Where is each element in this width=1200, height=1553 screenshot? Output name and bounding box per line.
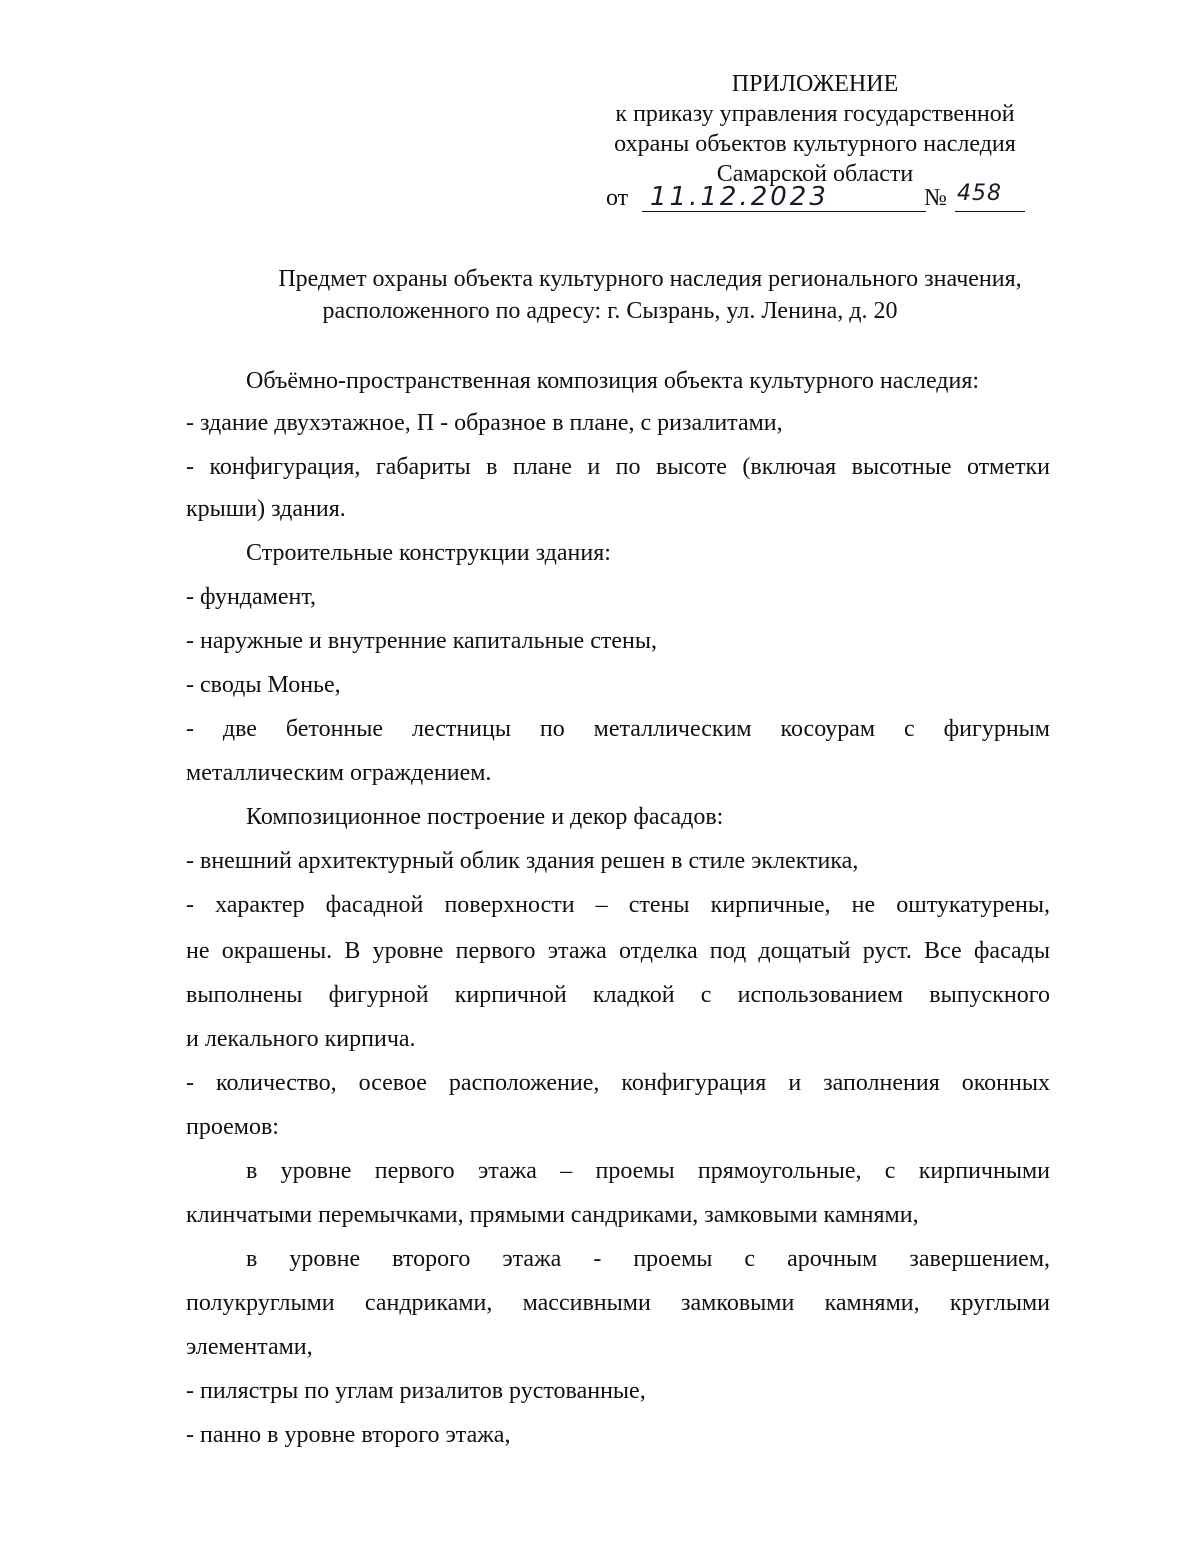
body-line: - конфигурация, габариты в плане и по высоте (включая высотные отметки [186, 454, 1050, 480]
body-line: не окрашены. В уровне первого этажа отделка под дощатый руст. Все фасады [186, 938, 1050, 964]
body-line: - две бетонные лестницы по металлическим косоурам с фигурным [186, 716, 1050, 742]
body-line: в уровне первого этажа – проемы прямоугольные, с кирпичными [246, 1158, 1050, 1184]
body-line: - здание двухэтажное, П - образное в плане, с ризалитами, [186, 410, 783, 436]
section-heading-structures: Строительные конструкции здания: [246, 540, 611, 566]
appendix-subtitle-line-2: охраны объектов культурного наследия [614, 131, 1016, 157]
appendix-subtitle-line-1: к приказу управления государственной [615, 101, 1015, 127]
number-prefix: № [924, 185, 947, 211]
body-line: - своды Монье, [186, 672, 341, 698]
body-line: - наружные и внутренние капитальные стены, [186, 628, 657, 654]
body-line: проемов: [186, 1114, 279, 1140]
section-heading-facades: Композиционное построение и декор фасадов: [246, 804, 724, 830]
body-line: крыши) здания. [186, 496, 346, 522]
document-heading-line-1: Предмет охраны объекта культурного наследия регионального значения, [278, 266, 1022, 292]
appendix-title: ПРИЛОЖЕНИЕ [731, 71, 899, 97]
appendix-subtitle-line-3: Самарской области [716, 161, 914, 187]
body-line: полукруглыми сандриками, массивными замковыми камнями, круглыми [186, 1290, 1050, 1316]
handwritten-number: 458 [957, 181, 1002, 206]
body-line: - характер фасадной поверхности – стены кирпичные, не оштукатурены, [186, 892, 1050, 918]
handwritten-date: 11.12.2023 [650, 182, 829, 212]
body-line: выполнены фигурной кирпичной кладкой с использованием выпускного [186, 982, 1050, 1008]
body-line: в уровне второго этажа - проемы с арочным завершением, [246, 1246, 1050, 1272]
body-line: - панно в уровне второго этажа, [186, 1422, 511, 1448]
body-line: металлическим ограждением. [186, 760, 492, 786]
body-line: - количество, осевое расположение, конфигурация и заполнения оконных [186, 1070, 1050, 1096]
date-prefix: от [606, 185, 629, 211]
document-heading-line-2: расположенного по адресу: г. Сызрань, ул. Ленина, д. 20 [322, 298, 898, 324]
body-line: элементами, [186, 1334, 313, 1360]
order-date-number-line [606, 181, 1026, 214]
body-line: - фундамент, [186, 584, 317, 610]
body-line: - пилястры по углам ризалитов рустованные, [186, 1378, 646, 1404]
body-line: клинчатыми перемычками, прямыми сандриками, замковыми камнями, [186, 1202, 919, 1228]
body-line: - внешний архитектурный облик здания решен в стиле эклектика, [186, 848, 859, 874]
number-underline [955, 211, 1025, 212]
body-line: и лекального кирпича. [186, 1026, 416, 1052]
section-heading-composition: Объёмно-пространственная композиция объекта культурного наследия: [246, 368, 980, 394]
